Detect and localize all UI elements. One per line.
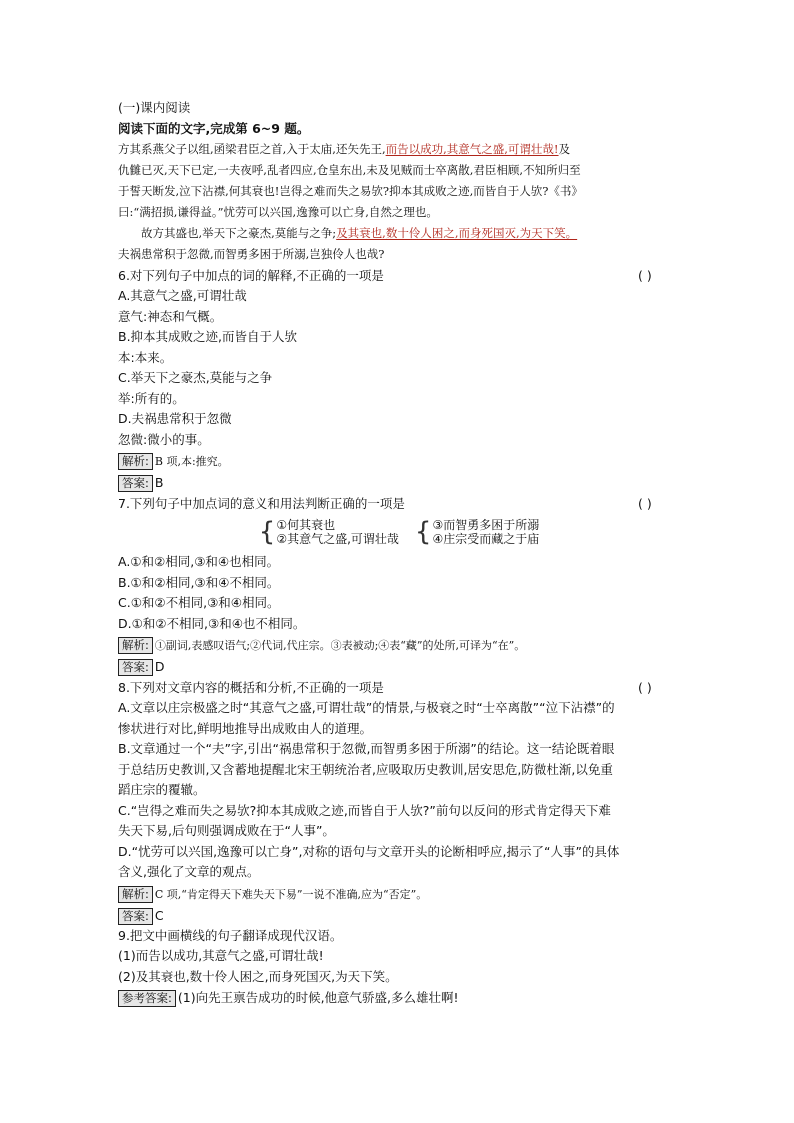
question-8 (118, 677, 680, 926)
passage-line (118, 139, 680, 160)
option-line: D.①和②不相同,③和④也不相同。 (118, 615, 306, 631)
question-stem (118, 493, 680, 514)
sentence-item: ④庄宗受而藏之于庙 (432, 532, 540, 546)
question-stem: 9.把文中画横线的句子翻译成现代汉语。 (118, 927, 343, 943)
option-line: 蹈庄宗的覆辙。 (118, 782, 206, 797)
passage-line: 于誓天断发,泣下沾襟,何其衰也!岂得之难而失之易欤?抑本其成败之迹,而皆自于人欤?《书》 (118, 184, 583, 198)
question-stem (118, 677, 680, 698)
option-line: 含义,强化了文章的观点。 (118, 864, 260, 879)
analysis-text: B 项,本:推究。 (154, 455, 229, 468)
option-line: 于总结历史教训,又含蓄地提醒北宋王朝统治者,应吸取历史教训,居安思危,防微杜渐,以免重 (118, 761, 613, 777)
answer-label: 答案: (118, 659, 153, 676)
option-line: 意气:神态和气概。 (118, 308, 223, 324)
answer-blank: ( ) (638, 268, 652, 283)
answer-row (118, 905, 680, 926)
option-line: C.①和②不相同,③和④相同。 (118, 595, 280, 610)
passage-line: 曰:“满招损,谦得益。”忧劳可以兴国,逸豫可以亡身,自然之理也。 (118, 205, 438, 219)
option-line: 惨状进行对比,鲜明地推导出成败由人的道理。 (118, 720, 372, 736)
option-line: 失天下易,后句则强调成败在于“人事”。 (118, 823, 335, 838)
passage-line: 仇雠已灭,天下已定,一夫夜呼,乱者四应,仓皇东出,未及见贼而士卒离散,君臣相顾,不知所归至 (118, 163, 581, 177)
question-text: 8.下列对文章内容的概括和分析,不正确的一项是 (118, 680, 384, 695)
sentence-item: ②其意气之盛,可谓壮哉 (276, 532, 399, 546)
translation-item: (1)而告以成功,其意气之盛,可谓壮哉! (118, 948, 324, 963)
option-line: 忽微:微小的事。 (118, 431, 210, 447)
instruction: 阅读下面的文字,完成第 6~9 题。 (118, 120, 310, 136)
answer-text: C (154, 907, 164, 923)
answer-text: D (154, 659, 165, 674)
sentence-item: ③而智勇多困于所溺 (432, 518, 540, 532)
option-line: A.文章以庄宗极盛之时“其意气之盛,可谓壮哉”的情景,与极衰之时“士卒离散”“泣下沾襟”的 (118, 700, 615, 715)
passage-text: 方其系燕父子以组,函梁君臣之首,入于太庙,还矢先王, (118, 142, 386, 156)
option-line: D.夫祸患常积于忽微 (118, 411, 232, 426)
reference-answer-label: 参考答案: (118, 990, 176, 1007)
question-text: 7.下列句子中加点词的意义和用法判断正确的一项是 (118, 496, 405, 511)
analysis-row (118, 450, 680, 472)
question-9 (118, 926, 680, 1009)
option-line: B.文章通过一个“夫”字,引出“祸患常积于忽微,而智勇多困于所溺”的结论。这一结论既着眼 (118, 741, 615, 756)
analysis-label: 解析: (118, 637, 153, 654)
passage (118, 139, 680, 265)
option-line: 举:所有的。 (118, 390, 185, 406)
passage-line (118, 223, 680, 244)
option-line: 本:本来。 (118, 349, 173, 365)
option-line: C.举天下之豪杰,莫能与之争 (118, 370, 273, 385)
analysis-text: C 项,“肯定得天下难失天下易”一说不准确,应为“否定”。 (154, 887, 428, 901)
answer-row (118, 472, 680, 493)
analysis-label: 解析: (118, 886, 153, 903)
analysis-label: 解析: (118, 453, 153, 470)
option-line: B.抑本其成败之迹,而皆自于人欤 (118, 329, 298, 344)
option-line: B.①和②相同,③和④不相同。 (118, 574, 280, 590)
brace-icon: { (258, 517, 276, 547)
answer-text: B (154, 475, 164, 490)
passage-line: 夫祸患常积于忽微,而智勇多困于所溺,岂独伶人也哉? (118, 247, 385, 261)
question-text: 6.对下列句子中加点的词的解释,不正确的一项是 (118, 268, 384, 283)
analysis-row (118, 634, 680, 656)
question-7 (118, 493, 680, 677)
brace-icon: { (414, 517, 432, 547)
underlined-sentence-1: 而告以成功,其意气之盛,可谓壮哉! (385, 142, 559, 156)
answer-label: 答案: (118, 908, 153, 925)
sentence-group-right (415, 518, 539, 546)
option-line: D.“忧劳可以兴国,逸豫可以亡身”,对称的语句与文章开头的论断相呼应,揭示了“人事”的具体 (118, 843, 620, 859)
answer-row (118, 656, 680, 677)
reference-answer-row (118, 987, 680, 1008)
answer-label: 答案: (118, 475, 153, 492)
underlined-sentence-2: 及其衰也,数十伶人困之,而身死国灭,为天下笑。 (336, 226, 578, 240)
option-line: A.①和②相同,③和④也相同。 (118, 554, 280, 569)
question-stem (118, 265, 680, 286)
worksheet-page (118, 98, 680, 1008)
answer-blank: ( ) (638, 680, 652, 695)
option-line: A.其意气之盛,可谓壮哉 (118, 288, 247, 303)
analysis-row (118, 883, 680, 905)
option-line: C.“岂得之难而失之易欤?抑本其成败之迹,而皆自于人欤?”前句以反问的形式肯定得天下难 (118, 802, 611, 818)
answer-blank: ( ) (638, 496, 652, 511)
question-6 (118, 265, 680, 493)
sentence-item: ①何其衰也 (276, 518, 336, 532)
analysis-text: ①副词,表感叹语气;②代词,代庄宗。③表被动;④表“藏”的处所,可译为“在”。 (154, 639, 526, 652)
sentence-group-left (259, 518, 399, 546)
passage-text: 及 (558, 142, 571, 156)
numbered-sentences (118, 518, 680, 546)
reference-answer-text: (1)向先王禀告成功的时候,他意气骄盛,多么雄壮啊! (177, 990, 459, 1005)
translation-item: (2)及其衰也,数十伶人困之,而身死国灭,为天下笑。 (118, 968, 398, 984)
section-title: (一)课内阅读 (118, 100, 191, 115)
passage-text: 故方其盛也,举天下之豪杰,莫能与之争; (141, 226, 337, 240)
